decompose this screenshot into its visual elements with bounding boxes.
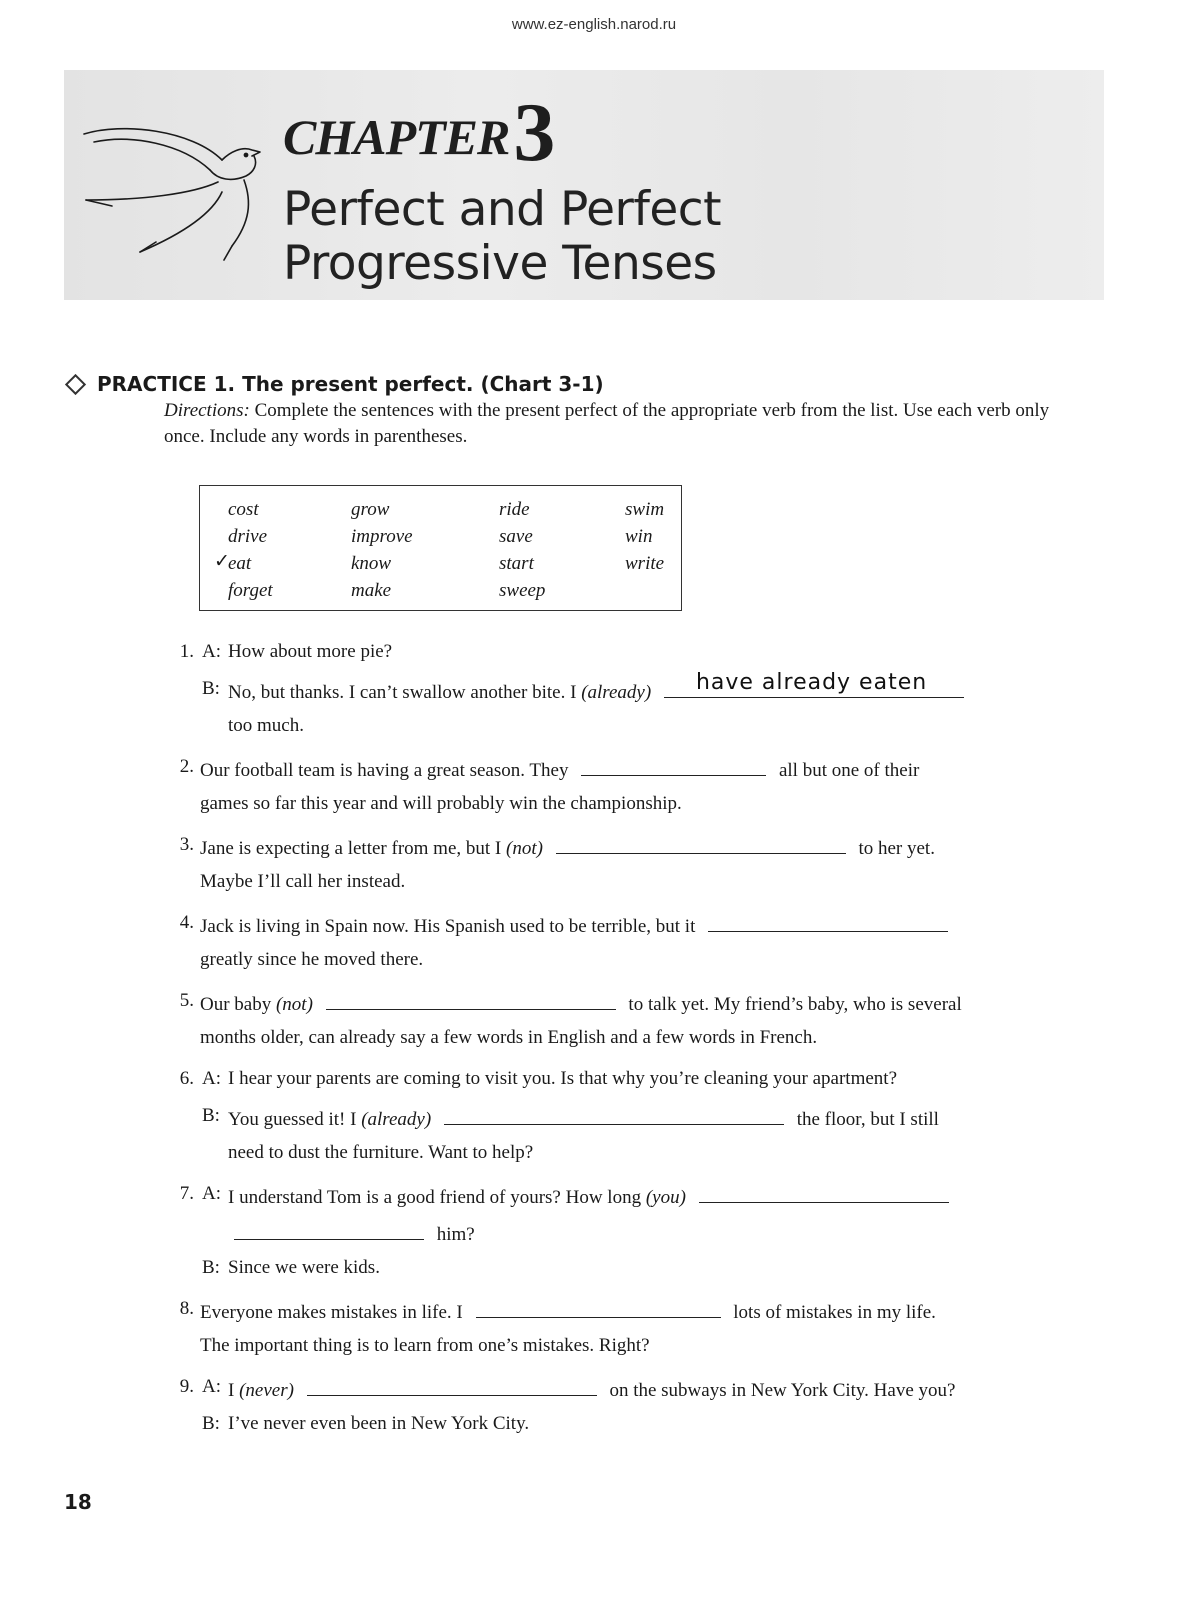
speaker-b: B: (202, 1257, 220, 1278)
exercise-8-line-2 (172, 1334, 1092, 1371)
verb-word: cost (228, 499, 259, 520)
practice-heading (64, 372, 604, 396)
exercise-3-line-2 (172, 870, 1092, 907)
exercise-text: Jane is expecting a letter from me, but I (200, 838, 502, 859)
exercise-text: him? (436, 1224, 475, 1245)
exercise-9-line-a (172, 1375, 1092, 1412)
exercise-text: How about more pie? (228, 641, 393, 662)
verb-word: save (499, 526, 533, 547)
exercise-list (172, 640, 1092, 1449)
exercise-1-line-b (172, 670, 1092, 714)
answer-blank-6[interactable] (444, 1104, 784, 1125)
exercise-3-line-1 (172, 833, 1092, 870)
answer-blank-7a[interactable] (699, 1182, 949, 1203)
exercise-2-line-2 (172, 792, 1092, 829)
diamond-bullet-icon (65, 373, 86, 394)
chapter-heading (283, 84, 555, 181)
chapter-number: 3 (513, 86, 556, 179)
answer-blank-3[interactable] (556, 833, 846, 854)
verb-word: improve (351, 526, 413, 547)
exercise-text: games so far this year and will probably win the championship. (200, 793, 682, 814)
exercise-7-line-a (172, 1182, 1092, 1219)
exercise-text: Everyone makes mistakes in life. I (200, 1302, 463, 1323)
exercise-number: 2. (179, 756, 194, 777)
speaker-a: A: (202, 1068, 221, 1089)
exercise-8-line-1 (172, 1297, 1092, 1334)
exercise-text: Jack is living in Spain now. His Spanish used to be terrible, but it (200, 916, 696, 937)
exercise-number: 4. (179, 912, 194, 933)
exercise-4-line-1 (172, 911, 1092, 948)
verb-word: ride (499, 499, 530, 520)
answer-blank-2[interactable] (581, 755, 766, 776)
practice-title: PRACTICE 1. The present perfect. (Chart 3-1) (97, 372, 604, 396)
exercise-4-line-2 (172, 948, 1092, 985)
verb-word: forget (228, 580, 273, 601)
hint-text: (you) (645, 1187, 686, 1208)
answer-blank-5[interactable] (326, 989, 616, 1010)
answer-blank-8[interactable] (476, 1297, 721, 1318)
exercise-number: 9. (179, 1376, 194, 1397)
answer-blank-1[interactable] (664, 670, 964, 698)
exercise-number: 7. (179, 1183, 194, 1204)
verb-word: make (351, 580, 392, 601)
verb-word: know (351, 553, 392, 574)
verb-word: drive (228, 526, 268, 547)
answer-blank-7b[interactable] (234, 1219, 424, 1240)
check-mark-icon: ✓ (214, 551, 230, 572)
exercise-number: 1. (179, 641, 194, 662)
exercise-text: to her yet. (858, 838, 935, 859)
hint-text: (never) (239, 1380, 294, 1401)
exercise-number: 3. (179, 834, 194, 855)
verb-word: grow (351, 499, 390, 520)
speaker-a: A: (202, 1183, 221, 1204)
chapter-title-line2: Progressive Tenses (283, 236, 717, 291)
exercise-7-line-b (172, 1256, 1092, 1293)
exercise-text: too much. (228, 715, 304, 736)
hint-text: (not) (506, 838, 543, 859)
exercise-6-line-b (172, 1104, 1092, 1141)
verb-word: start (499, 553, 534, 574)
exercise-text: Our baby (200, 994, 272, 1015)
verb-word (597, 577, 677, 604)
chapter-label: CHAPTER (283, 109, 510, 165)
exercise-text: I (228, 1380, 235, 1401)
exercise-text: I hear your parents are coming to visit you. Is that why you’re cleaning your apartment? (228, 1068, 898, 1089)
exercise-text: lots of mistakes in my life. (733, 1302, 936, 1323)
verb-word: win (625, 526, 653, 547)
swallow-bird-icon (82, 122, 278, 264)
exercise-text: I’ve never even been in New York City. (228, 1413, 530, 1434)
exercise-text: Our football team is having a great season. They (200, 760, 569, 781)
exercise-6-line-c (172, 1141, 1092, 1178)
exercise-text: all but one of their (778, 760, 920, 781)
exercise-6-line-a (172, 1067, 1092, 1104)
speaker-b: B: (202, 1105, 220, 1126)
exercise-text: The important thing is to learn from one’s mistakes. Right? (200, 1335, 650, 1356)
exercise-5-line-2 (172, 1026, 1092, 1063)
directions-text: Complete the sentences with the present perfect of the appropriate verb from the list. Use each verb only once. Include any words in parentheses. (164, 400, 1050, 447)
hint-text: (already) (581, 682, 652, 703)
verb-list-box (199, 485, 682, 611)
exercise-text: months older, can already say a few words in English and a few words in French. (200, 1027, 818, 1048)
verb-word: write (625, 553, 665, 574)
directions (164, 398, 1084, 450)
handwritten-answer: have already eaten (695, 670, 928, 695)
answer-blank-4[interactable] (708, 911, 948, 932)
hint-text: (not) (275, 994, 313, 1015)
exercise-number: 6. (179, 1068, 194, 1089)
exercise-text: on the subways in New York City. Have you? (609, 1380, 956, 1401)
verb-list-grid (200, 496, 681, 604)
exercise-text: Maybe I’ll call her instead. (200, 871, 406, 892)
exercise-number: 8. (179, 1298, 194, 1319)
speaker-b: B: (202, 678, 220, 699)
exercise-text: need to dust the furniture. Want to help? (228, 1142, 534, 1163)
exercise-text: No, but thanks. I can’t swallow another bite. I (228, 682, 577, 703)
exercise-1-line-a (172, 640, 1092, 677)
chapter-title (283, 183, 721, 291)
directions-label: Directions: (164, 400, 250, 421)
speaker-a: A: (202, 1376, 221, 1397)
verb-word: sweep (499, 580, 546, 601)
exercise-text: I understand Tom is a good friend of yours? How long (228, 1187, 642, 1208)
exercise-text: the floor, but I still (796, 1109, 939, 1130)
exercise-7-line-a2 (172, 1219, 1092, 1256)
exercise-text: Since we were kids. (228, 1257, 380, 1278)
speaker-b: B: (202, 1413, 220, 1434)
exercise-2-line-1 (172, 755, 1092, 792)
exercise-text: You guessed it! I (228, 1109, 357, 1130)
exercise-text: greatly since he moved there. (200, 949, 424, 970)
answer-blank-9[interactable] (307, 1375, 597, 1396)
speaker-a: A: (202, 641, 221, 662)
exercise-9-line-b (172, 1412, 1092, 1449)
site-url: www.ez-english.narod.ru (511, 16, 677, 33)
exercise-text: to talk yet. My friend’s baby, who is several (628, 994, 962, 1015)
exercise-1-line-c (172, 714, 1092, 751)
verb-word: swim (625, 499, 665, 520)
page-number: 18 (64, 1490, 92, 1514)
chapter-title-line1: Perfect and Perfect (283, 182, 722, 237)
hint-text: (already) (361, 1109, 432, 1130)
exercise-5-line-1 (172, 989, 1092, 1026)
exercise-number: 5. (179, 990, 194, 1011)
verb-word: eat (228, 553, 252, 574)
